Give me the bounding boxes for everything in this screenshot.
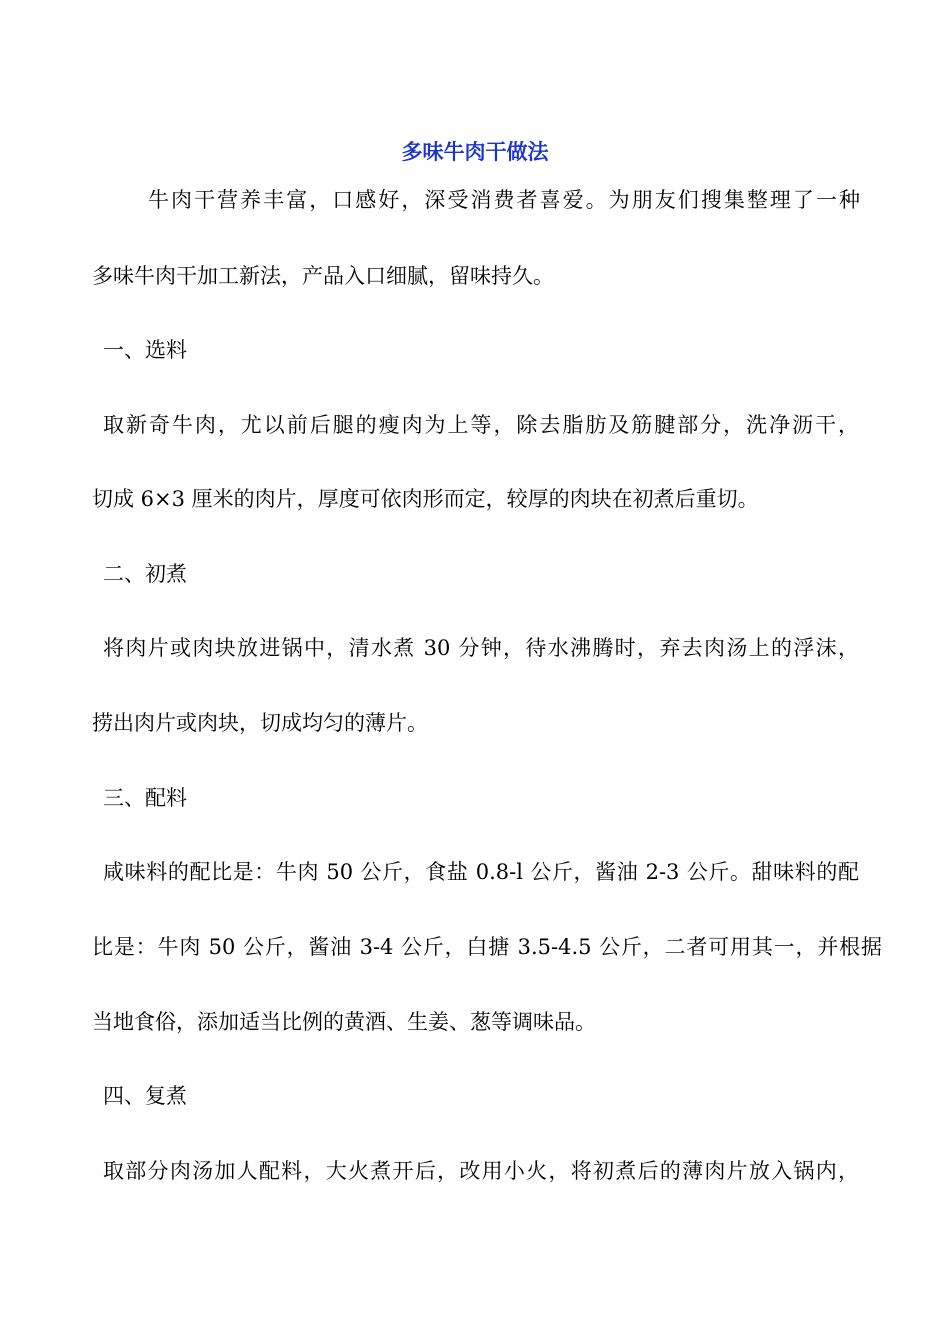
- paragraph-first-boil-line-1: 将肉片或肉块放进锅中，清水煮 30 分钟，待水沸腾时，弃去肉汤上的浮沫，: [103, 636, 859, 660]
- section-heading-first-boil: 二、初煮: [103, 562, 187, 586]
- document-title: 多味牛肉干做法: [401, 140, 549, 164]
- section-heading-selection: 一、选料: [103, 338, 187, 362]
- paragraph-first-boil-line-2: 捞出肉片或肉块，切成均匀的薄片。: [92, 711, 428, 735]
- paragraph-ingredients-line-3: 当地食俗，添加适当比例的黄酒、生姜、葱等调味品。: [92, 1010, 596, 1034]
- paragraph-ingredients-line-2: 比是：牛肉 50 公斤，酱油 3-4 公斤，白搪 3.5-4.5 公斤，二者可用其一，并根据: [92, 935, 882, 959]
- paragraph-selection-line-1: 取新奇牛肉，尤以前后腿的瘦肉为上等，除去脂肪及筋腱部分，洗净沥干，: [103, 413, 859, 437]
- paragraph-intro-line-2: 多味牛肉干加工新法，产品入口细腻，留味持久。: [92, 264, 554, 288]
- paragraph-selection-line-2: 切成 6×3 厘米的肉片，厚度可依肉形而定，较厚的肉块在初煮后重切。: [92, 487, 759, 511]
- paragraph-ingredients-line-1: 咸味料的配比是：牛肉 50 公斤，食盐 0.8-l 公斤，酱油 2-3 公斤。甜味料的配: [103, 860, 859, 884]
- paragraph-second-boil-line-1: 取部分肉汤加人配料，大火煮开后，改用小火，将初煮后的薄肉片放入锅内，: [103, 1159, 859, 1183]
- section-heading-ingredients: 三、配料: [103, 786, 187, 810]
- paragraph-intro-line-1: 牛肉干营养丰富，口感好，深受消费者喜爱。为朋友们搜集整理了一种: [148, 188, 860, 212]
- section-heading-second-boil: 四、复煮: [103, 1084, 187, 1108]
